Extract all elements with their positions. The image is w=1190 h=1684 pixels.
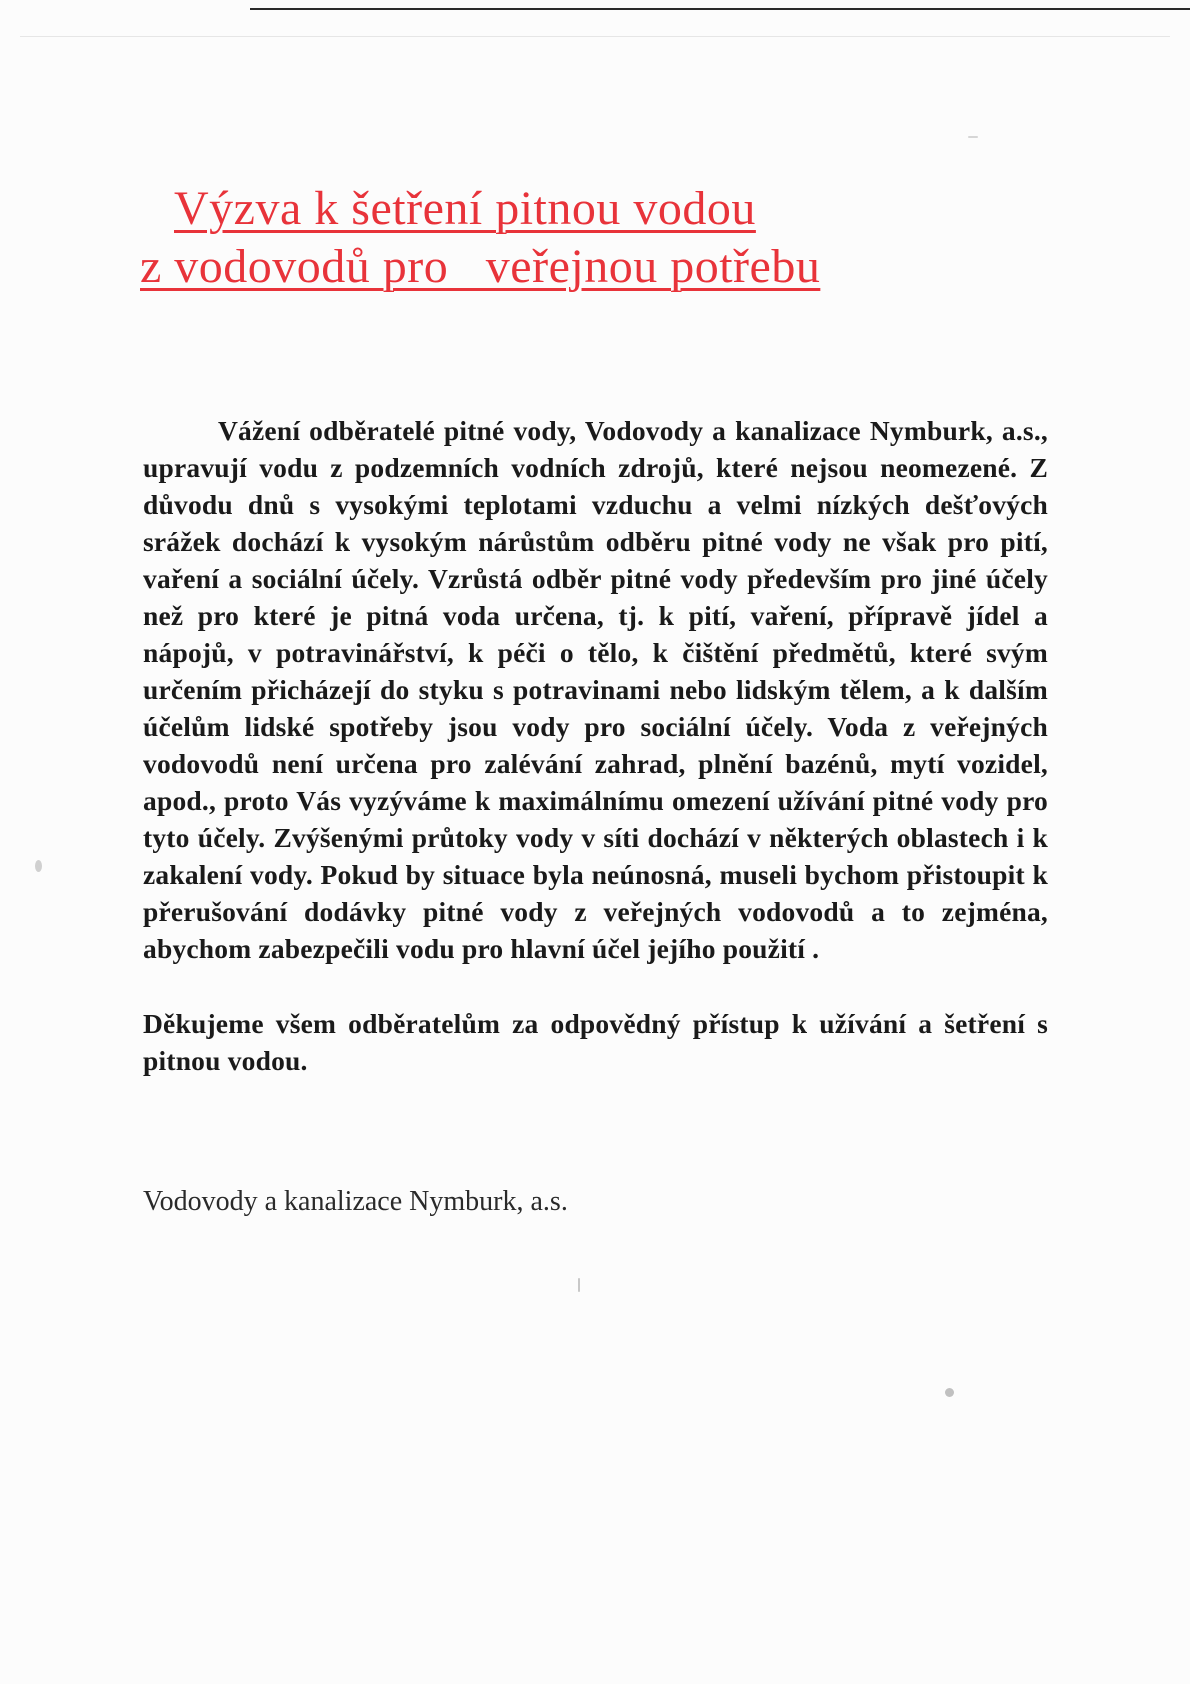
notice-body	[143, 412, 1048, 1079]
scan-speck	[968, 136, 978, 138]
scan-speck	[35, 860, 42, 872]
scan-speck	[578, 1278, 580, 1292]
title-line-2: z vodovodů pro veřejnou potřebu	[140, 240, 821, 293]
signature-company: Vodovody a kanalizace Nymburk, a.s.	[143, 1186, 568, 1217]
title-line-1: Výzva k šetření pitnou vodou	[174, 182, 756, 235]
notice-title	[140, 180, 940, 296]
thanks-paragraph: Děkujeme všem odběratelům za odpovědný přístup k užívání a šetření s pitnou vodou.	[143, 1008, 1048, 1076]
scan-speck	[945, 1388, 954, 1397]
main-paragraph: Vážení odběratelé pitné vody, Vodovody a kanalizace Nymburk, a.s., upravují vodu z podzemních vodních zdrojů, které nejsou neomezené. Z důvodu dnů s vysokými teplotami vzduchu a velmi nízkých dešťových srážek dochází k vysokým nárůstům odběru pitné vody ne však pro pití, vaření a sociální účely. Vzrůstá odběr pitné vody především pro jiné účely než pro které je pitná voda určena, tj. k pití, vaření, přípravě jídel a nápojů, v potravinářství, k péči o tělo, k čištění předmětů, které svým určením přicházejí do styku s potravinami nebo lidským tělem, a k dalším účelům lidské spotřeby jsou vody pro sociální účely. Voda z veřejných vodovodů není určena pro zalévání zahrad, plnění bazénů, mytí vozidel, apod., proto Vás vyzýváme k maximálnímu omezení užívání pitné vody pro tyto účely. Zvýšenými průtoky vody v síti dochází v některých oblastech i k zakalení vody. Pokud by situace byla neúnosná, museli bychom přistoupit k přerušování dodávky pitné vody z veřejných vodovodů a to zejména, abychom zabezpečili vodu pro hlavní účel jejího použití .	[143, 415, 1048, 964]
scan-edge-line-faint	[20, 36, 1170, 37]
scan-edge-line	[250, 8, 1190, 10]
